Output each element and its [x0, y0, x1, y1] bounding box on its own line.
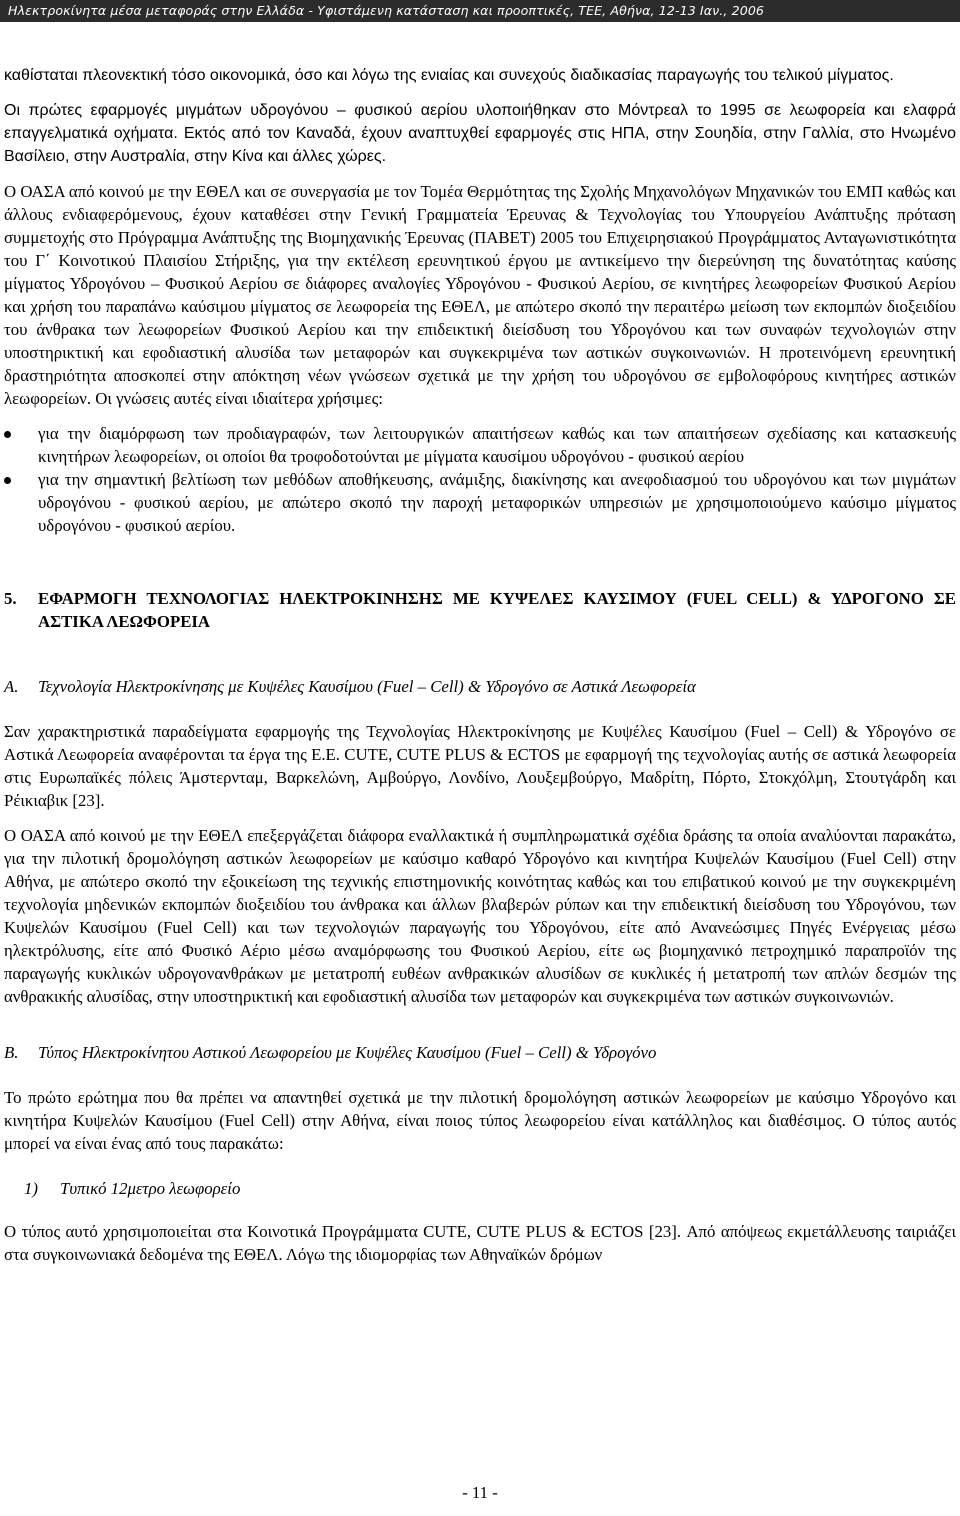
subsection-label: Β.: [4, 1043, 19, 1062]
subsection-a-paragraph-2: Ο ΟΑΣΑ από κοινού με την ΕΘΕΛ επεξεργάζεται διάφορα εναλλακτικά ή συμπληρωματικά σχέδια δράσης τα οποία αναλύονται παρακάτω, για την πιλοτική δρομολόγηση αστικών λεωφορείων με καύσιμο καθαρό Υδρογόνο και κινητήρα Κυψελών Καυσίμου (Fuel Cell) στην Αθήνα, με απώτερο σκοπό την εξοικείωση της τεχνικής επιστημονικής κοινότητας καθώς και του επιβατικού κοινού με την συγκεκριμένη τεχνολογία μηδενικών εκπομπών διοξειδίου του άνθρακα και άλλων βλαβερών ρύπων και την επιδεικτική διείσδυση του Υδρογόνου, των Κυψελών Καυσίμου (Fuel Cell) και των τεχνολογιών παραγωγής του Υδρογόνου, είτε από Ανανεώσιμες Πηγές Ενέργειας μέσω ηλεκτρόλυσης, είτε από Φυσικό Αέριο μέσω αναμόρφωσης του Φυσικού Αερίου, είτε ως βιομηχανικό πετροχημικό παραπροϊόν της παραγωγής κυκλικών υδρογονανθράκων με μετατροπή ευθέων ανθρακικών αλυσίδων σε κυκλικές ή μετατροπή των απλών δεσμών της ανθρακικής αλυσίδας, στην υποστηρικτική και εφοδιαστική αλυσίδα των μεταφορών και συγκεκριμένα των αστικών συγκοινωνιών.: [4, 826, 956, 1006]
item-label: 1): [24, 1179, 38, 1198]
subsection-title: Τεχνολογία Ηλεκτροκίνησης με Κυψέλες Καυσίμου (Fuel – Cell) & Υδρογόνο σε Αστικά Λεωφορεία: [38, 677, 696, 696]
bullet-icon: [4, 431, 11, 438]
subsection-a-paragraph-1: Σαν χαρακτηριστικά παραδείγματα εφαρμογής της Τεχνολογίας Ηλεκτροκίνησης με Κυψέλες Καυσίμου (Fuel – Cell) & Υδρογόνο σε Αστικά Λεωφορεία αναφέρονται τα έργα της Ε.Ε. CUTE, CUTE PLUS & ECTOS με εφαρμογή της τεχνολογίας αυτής σε αστικά λεωφορεία στις Ευρωπαϊκές πόλεις Άμστερνταμ, Βαρκελώνη, Αμβούργο, Λονδίνο, Λουξεμβούργο, Μαδρίτη, Πόρτο, Στοκχόλμη, Στουτγάρδη και Ρέικιαβικ [23].: [4, 722, 956, 810]
intro-paragraph-2: Οι πρώτες εφαρμογές μιγμάτων υδρογόνου – φυσικού αερίου υλοποιήθηκαν στο Μόντρεαλ το 1995 σε λεωφορεία και ελαφρά επαγγελματικά οχήματα. Εκτός από τον Καναδά, έχουν αναπτυχθεί εφαρμογές στις ΗΠΑ, στην Σουηδία, στην Γαλλία, στο Ηνωμένο Βασίλειο, στην Αυστραλία, στην Κίνα και άλλες χώρες.: [4, 102, 956, 165]
section-number: 5.: [4, 589, 17, 608]
document-body: [4, 64, 956, 1266]
item-1-heading: [4, 1177, 956, 1200]
subsection-a-heading: [4, 675, 956, 698]
list-item-text: για την σημαντική βελτίωση των μεθόδων αποθήκευσης, ανάμιξης, διακίνησης και ανεφοδιασμού του υδρογόνου και των μιγμάτων υδρογόνου - φυσικού αερίου, με απώτερο σκοπό την παροχή μεταφορικών υπηρεσιών με χρησιμοποιούμενο καύσιμο μίγματος υδρογόνου - φυσικού αερίου.: [38, 470, 956, 535]
body-paragraph-oasa: Ο ΟΑΣΑ από κοινού με την ΕΘΕΛ και σε συνεργασία με τον Τομέα Θερμότητας της Σχολής Μηχανολόγων Μηχανικών του ΕΜΠ καθώς και άλλους ενδιαφερόμενους, έχουν καταθέσει στην Γενική Γραμματεία Έρευνας & Τεχνολογίας του Υπουργείου Ανάπτυξης πρόταση συμμετοχής στο Πρόγραμμα Ανάπτυξης της Βιομηχανικής Έρευνας (ΠΑΒΕΤ) 2005 του Επιχειρησιακού Προγράμματος Ανταγωνιστικότητα του Γ΄ Κοινοτικού Πλαισίου Στήριξης, για την εκτέλεση ερευνητικού έργου με αντικείμενο την διερεύνηση της δυνατότητας καύσης μίγματος Υδρογόνου – Φυσικού Αερίου σε διάφορες αναλογίες Υδρογόνου - Φυσικού Αερίου, σε κινητήρες λεωφορείων Φυσικού Αερίου και χρήση του παραπάνω καύσιμου μίγματος σε λεωφορεία της ΕΘΕΛ, με απώτερο σκοπό την περαιτέρω μείωση των εκπομπών διοξειδίου του άνθρακα των λεωφορείων Φυσικού Αερίου και την επιδεικτική διείσδυση του Υδρογόνου και των συναφών τεχνολογιών στην υποστηρικτική και εφοδιαστική αλυσίδα των μεταφορών και συγκεκριμένα των αστικών συγκοινωνιών. Η προτεινόμενη ερευνητική δραστηριότητα αποσκοπεί στην απόκτηση νέων γνώσεων σχετικά με την χρήση του υδρογόνου σε εμβολοφόρους κινητήρες αστικών λεωφορείων. Οι γνώσεις αυτές είναι ιδιαίτερα χρήσιμες:: [4, 182, 956, 408]
header-text: Ηλεκτροκίνητα μέσα μεταφοράς στην Ελλάδα - Υφιστάμενη κατάσταση και προοπτικές, ΤΕΕ, Αθήνα, 12-13 Ιαν., 2006: [8, 3, 765, 18]
list-item: [4, 422, 956, 468]
list-item: [4, 468, 956, 537]
section-title: ΕΦΑΡΜΟΓΗ ΤΕΧΝΟΛΟΓΙΑΣ ΗΛΕΚΤΡΟΚΙΝΗΣΗΣ ΜΕ ΚΥΨΕΛΕΣ ΚΑΥΣΙΜΟΥ (FUEL CELL) & ΥΔΡΟΓΟΝΟ ΣΕ ΑΣΤΙΚΑ ΛΕΩΦΟΡΕΙΑ: [38, 589, 956, 631]
uses-list: [4, 422, 956, 537]
item-1-paragraph: Ο τύπος αυτό χρησιμοποιείται στα Κοινοτικά Προγράμματα CUTE, CUTE PLUS & ECTOS [23]. Από απόψεως εκμετάλλευσης ταιριάζει στα συγκοινωνιακά δεδομένα της ΕΘΕΛ. Λόγω της ιδιομορφίας των Αθηναϊκών δρόμων: [4, 1222, 956, 1264]
list-item-text: για την διαμόρφωση των προδιαγραφών, των λειτουργικών απαιτήσεων καθώς και των απαιτήσεων σχεδίασης και κατασκευής κινητήρων λεωφορείων, οι οποίοι θα τροφοδοτούνται με μίγματα καυσίμου υδρογόνου - φυσικού αερίου: [38, 424, 956, 466]
intro-paragraph-1: καθίσταται πλεονεκτική τόσο οικονομικά, όσο και λόγω της ενιαίας και συνεχούς διαδικασίας παραγωγής του τελικού μίγματος.: [4, 67, 894, 84]
bullet-icon: [4, 477, 11, 484]
subsection-b-paragraph-1: Το πρώτο ερώτημα που θα πρέπει να απαντηθεί σχετικά με την πιλοτική δρομολόγηση αστικών λεωφορείων με καύσιμο Υδρογόνο και κινητήρα Κυψελών Καυσίμου (Fuel Cell) στην Αθήνα, είναι ποιος τύπος λεωφορείου είναι κατάλληλος και διαθέσιμος. Ο τύπος αυτός μπορεί να είναι ένας από τους παρακάτω:: [4, 1088, 956, 1153]
subsection-title: Τύπος Ηλεκτροκίνητου Αστικού Λεωφορείου με Κυψέλες Καυσίμου (Fuel – Cell) & Υδρογόνο: [38, 1043, 657, 1062]
page-number: - 11 -: [462, 1483, 498, 1502]
section-5-heading: [4, 587, 956, 633]
subsection-label: Α.: [4, 677, 19, 696]
page-header: [0, 0, 960, 22]
item-title: Τυπικό 12μετρο λεωφορείο: [60, 1179, 241, 1198]
subsection-b-heading: [4, 1041, 956, 1064]
